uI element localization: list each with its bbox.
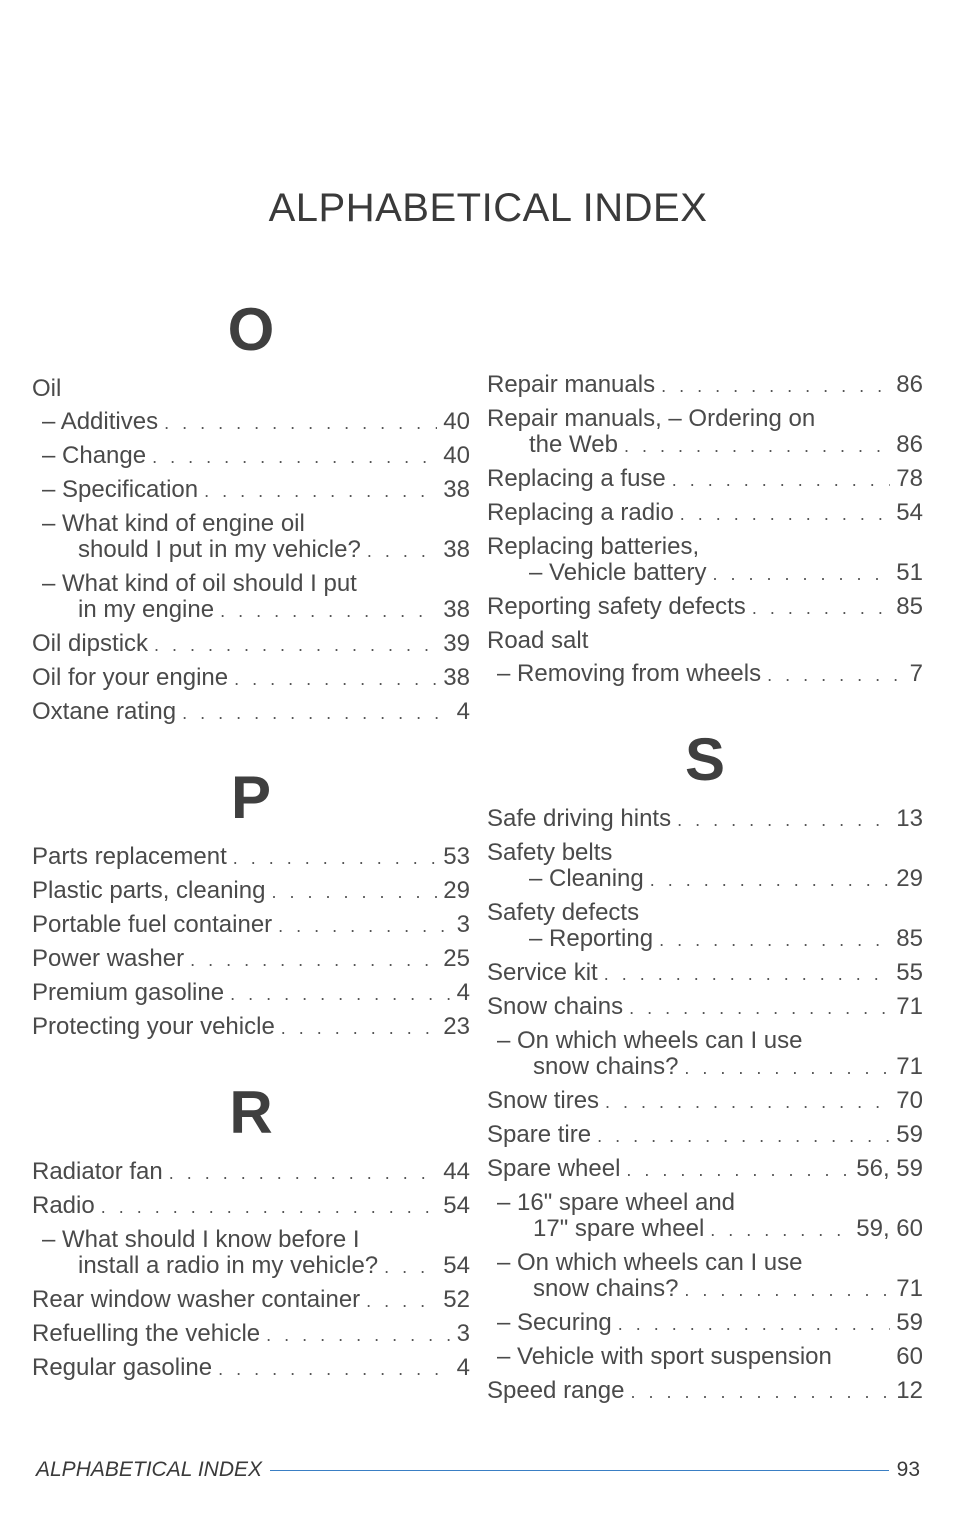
entry-text: Snow chains: [487, 993, 624, 1020]
page-number: 51: [896, 559, 923, 586]
page-number: 38: [443, 664, 470, 691]
page-number: 29: [443, 877, 470, 904]
dot-leader: [367, 538, 437, 564]
dot-leader: [233, 845, 438, 871]
page-number: 44: [443, 1158, 470, 1185]
entry-text: Reporting safety defects: [487, 593, 746, 620]
entry-text: Rear window washer container: [32, 1286, 361, 1313]
index-entry: [487, 628, 923, 654]
page-number: 4: [456, 979, 470, 1006]
entry-text: Power washer: [32, 945, 185, 972]
dot-leader: [271, 879, 437, 905]
entry-text: Safe driving hints: [487, 805, 672, 832]
index-entry: [487, 900, 923, 953]
index-entry: [487, 1378, 923, 1405]
dot-leader: [164, 410, 437, 436]
page-number: 12: [896, 1377, 923, 1404]
section-letter: S: [684, 726, 726, 793]
index-section: [487, 372, 923, 688]
index-subentry: [487, 661, 923, 688]
dot-leader: [661, 373, 890, 399]
dot-leader: [677, 807, 890, 833]
index-entry: [32, 980, 470, 1007]
entry-text: – On which wheels can I use: [497, 1027, 803, 1054]
page-number: 59: [896, 1309, 923, 1336]
entry-text: – Specification: [42, 476, 199, 503]
entry-text: Spare tire: [487, 1121, 592, 1148]
page-number: 38: [443, 596, 470, 623]
index-entry: [32, 631, 470, 658]
page-number: 85: [896, 925, 923, 952]
dot-leader: [597, 1123, 890, 1149]
index-subentry: [487, 1250, 923, 1303]
index-entry: [32, 376, 470, 402]
entry-text: Radiator fan: [32, 1158, 163, 1185]
footer-page-number: 93: [896, 1458, 920, 1481]
dot-leader: [281, 1015, 438, 1041]
dot-leader: [278, 913, 450, 939]
entry-text: snow chains?: [533, 1275, 679, 1302]
entry-text: Oil for your engine: [32, 664, 229, 691]
index-entry: [32, 844, 470, 871]
index-entry: [32, 665, 470, 692]
entry-text: should I put in my vehicle?: [78, 536, 361, 563]
index-entry: [32, 946, 470, 973]
entry-text: Replacing a fuse: [487, 465, 666, 492]
index-subentry: [32, 1227, 470, 1280]
dot-leader: [618, 1311, 891, 1337]
index-entry: [487, 594, 923, 621]
dot-leader: [220, 598, 437, 624]
index-entry: [487, 534, 923, 587]
page-number: 60: [896, 1343, 923, 1370]
dot-leader: [672, 467, 891, 493]
dot-leader: [266, 1322, 451, 1348]
entry-text: Road salt: [487, 627, 589, 654]
index-entry: [487, 372, 923, 399]
index-entry: [32, 878, 470, 905]
index-section: [32, 296, 470, 726]
page-number: 29: [896, 865, 923, 892]
index-entry: [487, 1088, 923, 1115]
entry-text: – What kind of engine oil: [42, 510, 305, 537]
dot-leader: [218, 1356, 451, 1382]
dot-leader: [101, 1194, 438, 1220]
entry-text: – Change: [42, 442, 147, 469]
entry-text: Speed range: [487, 1377, 625, 1404]
entry-text: – What should I know before I: [42, 1226, 360, 1253]
page-number: 70: [896, 1087, 923, 1114]
page-number: 3: [456, 1320, 470, 1347]
entry-text: – Reporting: [529, 925, 654, 952]
page-number: 85: [896, 593, 923, 620]
page-number: 3: [456, 911, 470, 938]
dot-leader: [629, 995, 890, 1021]
dot-leader: [234, 666, 437, 692]
entry-text: – On which wheels can I use: [497, 1249, 803, 1276]
page-number: 56, 59: [856, 1155, 923, 1182]
page-number: 59: [896, 1121, 923, 1148]
dot-leader: [204, 478, 437, 504]
page-number: 86: [896, 371, 923, 398]
dot-leader: [169, 1160, 438, 1186]
entry-text: Replacing a radio: [487, 499, 674, 526]
index-entry: [487, 1156, 923, 1183]
entry-text: Repair manuals, – Ordering on: [487, 405, 816, 432]
index-column-right: [487, 372, 923, 1447]
index-entry: [487, 466, 923, 493]
footer-section-name: ALPHABETICAL INDEX: [36, 1458, 263, 1481]
index-subentry: [32, 409, 470, 436]
page-number: 4: [456, 698, 470, 725]
entry-text: Safety defects: [487, 899, 640, 926]
index-entry: [32, 699, 470, 726]
entry-text: install a radio in my vehicle?: [78, 1252, 379, 1279]
page-number: 38: [443, 536, 470, 563]
index-subentry: [32, 443, 470, 470]
page-number: 54: [443, 1192, 470, 1219]
index-entry: [487, 500, 923, 527]
entry-text: Refuelling the vehicle: [32, 1320, 261, 1347]
page-number: 71: [896, 1053, 923, 1080]
index-subentry: [32, 511, 470, 564]
dot-leader: [366, 1288, 437, 1314]
index-section: [32, 764, 470, 1041]
dot-leader: [650, 867, 891, 893]
index-section: [32, 1079, 470, 1382]
entry-text: Premium gasoline: [32, 979, 225, 1006]
index-entry: [32, 1159, 470, 1186]
entry-text: – Additives: [42, 408, 159, 435]
entry-text: Service kit: [487, 959, 598, 986]
entry-text: Radio: [32, 1192, 95, 1219]
dot-leader: [659, 927, 890, 953]
dot-leader: [182, 700, 451, 726]
page-number: 53: [443, 843, 470, 870]
dot-leader: [752, 595, 890, 621]
section-letter: P: [230, 764, 272, 831]
index-entry: [32, 1355, 470, 1382]
dot-leader: [630, 1379, 890, 1405]
index-entry: [32, 1193, 470, 1220]
dot-leader: [624, 433, 890, 459]
entry-text: Spare wheel: [487, 1155, 621, 1182]
entry-text: Regular gasoline: [32, 1354, 213, 1381]
entry-text: Parts replacement: [32, 843, 227, 870]
page-number: 78: [896, 465, 923, 492]
index-entry: [487, 1122, 923, 1149]
index-column-left: [32, 296, 470, 1424]
page-number: 71: [896, 1275, 923, 1302]
index-entry: [487, 994, 923, 1021]
entry-text: – Cleaning: [529, 865, 644, 892]
page-number: 54: [443, 1252, 470, 1279]
index-subentry: [32, 571, 470, 624]
entry-text: Plastic parts, cleaning: [32, 877, 266, 904]
page-number: 52: [443, 1286, 470, 1313]
index-entry: [487, 406, 923, 459]
page-number: 23: [443, 1013, 470, 1040]
dot-leader: [190, 947, 437, 973]
dot-leader: [230, 981, 451, 1007]
entry-text: 17" spare wheel: [533, 1215, 705, 1242]
page-footer: [36, 1458, 920, 1482]
dot-leader: [604, 961, 891, 987]
page-number: 40: [443, 442, 470, 469]
entry-text: – Vehicle battery: [529, 559, 707, 586]
dot-leader: [626, 1157, 850, 1183]
entry-text: Repair manuals: [487, 371, 656, 398]
section-letter: R: [229, 1079, 273, 1146]
page-number: 7: [909, 660, 923, 687]
index-entry: [487, 806, 923, 833]
entry-text: Oil dipstick: [32, 630, 149, 657]
index-subentry: [487, 1028, 923, 1081]
page-number: 54: [896, 499, 923, 526]
index-entry: [487, 960, 923, 987]
entry-text: in my engine: [78, 596, 215, 623]
page-number: 25: [443, 945, 470, 972]
entry-text: Oil: [32, 375, 62, 402]
page-number: 4: [456, 1354, 470, 1381]
entry-text: – Removing from wheels: [497, 660, 762, 687]
dot-leader: [152, 444, 437, 470]
page-number: 38: [443, 476, 470, 503]
index-section: [487, 726, 923, 1405]
page-number: 40: [443, 408, 470, 435]
entry-text: – 16" spare wheel and: [497, 1189, 736, 1216]
entry-text: Protecting your vehicle: [32, 1013, 275, 1040]
index-entry: [32, 1321, 470, 1348]
dot-leader: [710, 1217, 850, 1243]
dot-leader: [605, 1089, 890, 1115]
index-entry: [32, 1287, 470, 1314]
entry-text: Oxtane rating: [32, 698, 177, 725]
entry-text: – Securing: [497, 1309, 612, 1336]
entry-text: – Vehicle with sport suspension: [497, 1343, 832, 1370]
entry-text: Snow tires: [487, 1087, 600, 1114]
entry-text: Safety belts: [487, 839, 613, 866]
dot-leader: [680, 501, 891, 527]
index-subentry: [487, 1310, 923, 1337]
entry-text: snow chains?: [533, 1053, 679, 1080]
entry-text: – What kind of oil should I put: [42, 570, 357, 597]
section-letter: O: [227, 296, 275, 363]
index-subentry: [32, 477, 470, 504]
index-entry: [32, 912, 470, 939]
dot-leader: [767, 662, 904, 688]
page-title: ALPHABETICAL INDEX: [268, 186, 708, 230]
index-entry: [32, 1014, 470, 1041]
page-number: 55: [896, 959, 923, 986]
dot-leader: [384, 1254, 437, 1280]
page-number: 86: [896, 431, 923, 458]
index-entry: [487, 840, 923, 893]
page-number: 39: [443, 630, 470, 657]
page-number: 13: [896, 805, 923, 832]
dot-leader: [684, 1277, 890, 1303]
footer-rule: [270, 1470, 889, 1471]
entry-text: the Web: [529, 431, 618, 458]
index-subentry: [487, 1344, 923, 1371]
index-subentry: [487, 1190, 923, 1243]
dot-leader: [712, 561, 890, 587]
entry-text: Replacing batteries,: [487, 533, 700, 560]
entry-text: Portable fuel container: [32, 911, 273, 938]
dot-leader: [684, 1055, 890, 1081]
dot-leader: [154, 632, 437, 658]
page-number: 71: [896, 993, 923, 1020]
page-number: 59, 60: [856, 1215, 923, 1242]
